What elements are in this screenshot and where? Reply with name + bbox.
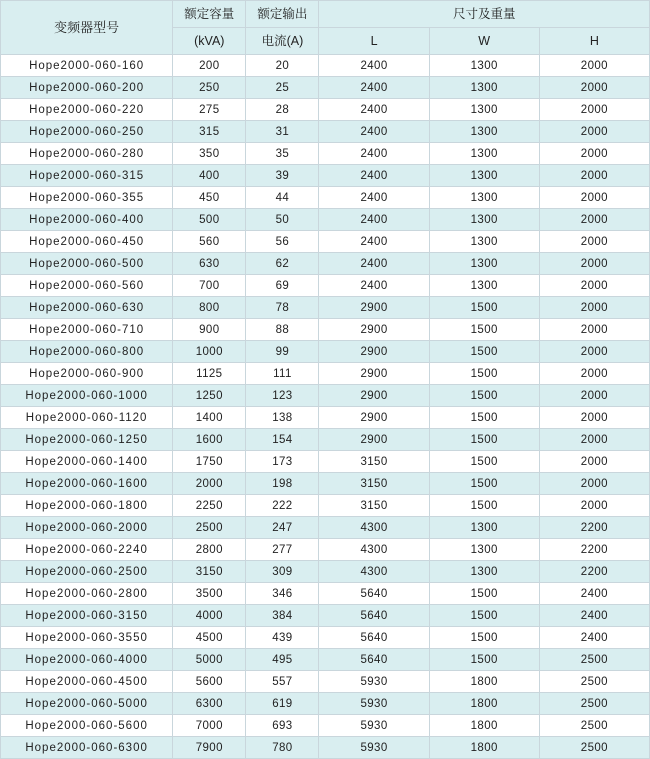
cell-dimension-l: 2400	[319, 55, 429, 77]
cell-model: Hope2000-060-3150	[1, 605, 173, 627]
cell-rated-capacity: 350	[173, 143, 246, 165]
table-row	[1, 121, 650, 143]
cell-dimension-l: 5930	[319, 737, 429, 759]
cell-dimension-h: 2000	[539, 55, 649, 77]
cell-model: Hope2000-060-220	[1, 99, 173, 121]
cell-dimension-w: 1500	[429, 627, 539, 649]
table-row	[1, 165, 650, 187]
cell-dimension-w: 1300	[429, 165, 539, 187]
table-row	[1, 627, 650, 649]
cell-rated-output-current: 222	[246, 495, 319, 517]
column-header-dim-w: W	[429, 28, 539, 55]
cell-dimension-w: 1500	[429, 363, 539, 385]
table-row	[1, 297, 650, 319]
cell-dimension-l: 4300	[319, 561, 429, 583]
cell-dimension-l: 3150	[319, 495, 429, 517]
cell-dimension-h: 2500	[539, 715, 649, 737]
cell-rated-output-current: 619	[246, 693, 319, 715]
cell-rated-capacity: 2000	[173, 473, 246, 495]
cell-dimension-w: 1300	[429, 253, 539, 275]
cell-rated-capacity: 5000	[173, 649, 246, 671]
cell-dimension-h: 2000	[539, 297, 649, 319]
cell-model: Hope2000-060-630	[1, 297, 173, 319]
table-row	[1, 55, 650, 77]
cell-dimension-h: 2000	[539, 77, 649, 99]
cell-rated-output-current: 495	[246, 649, 319, 671]
cell-model: Hope2000-060-315	[1, 165, 173, 187]
table-row	[1, 737, 650, 759]
table-row	[1, 99, 650, 121]
cell-dimension-w: 1300	[429, 143, 539, 165]
cell-rated-output-current: 28	[246, 99, 319, 121]
cell-dimension-l: 5640	[319, 605, 429, 627]
cell-rated-output-current: 439	[246, 627, 319, 649]
cell-dimension-w: 1300	[429, 55, 539, 77]
cell-dimension-h: 2000	[539, 209, 649, 231]
cell-dimension-h: 2000	[539, 341, 649, 363]
column-header-capacity-line2: (kVA)	[173, 28, 246, 55]
cell-rated-output-current: 62	[246, 253, 319, 275]
cell-dimension-h: 2200	[539, 517, 649, 539]
cell-dimension-w: 1300	[429, 539, 539, 561]
cell-model: Hope2000-060-5000	[1, 693, 173, 715]
cell-dimension-h: 2400	[539, 627, 649, 649]
column-header-dim-h: H	[539, 28, 649, 55]
cell-dimension-w: 1500	[429, 495, 539, 517]
cell-dimension-l: 2400	[319, 253, 429, 275]
cell-model: Hope2000-060-1120	[1, 407, 173, 429]
cell-dimension-h: 2000	[539, 121, 649, 143]
cell-dimension-w: 1800	[429, 737, 539, 759]
cell-model: Hope2000-060-450	[1, 231, 173, 253]
cell-rated-output-current: 39	[246, 165, 319, 187]
cell-model: Hope2000-060-355	[1, 187, 173, 209]
cell-dimension-l: 5930	[319, 693, 429, 715]
cell-dimension-l: 5930	[319, 671, 429, 693]
table-row	[1, 495, 650, 517]
cell-dimension-h: 2000	[539, 429, 649, 451]
cell-rated-capacity: 450	[173, 187, 246, 209]
cell-dimension-h: 2500	[539, 737, 649, 759]
cell-rated-capacity: 2250	[173, 495, 246, 517]
table-row	[1, 275, 650, 297]
table-row	[1, 649, 650, 671]
cell-dimension-w: 1500	[429, 605, 539, 627]
cell-rated-output-current: 154	[246, 429, 319, 451]
cell-rated-capacity: 4000	[173, 605, 246, 627]
table-row	[1, 187, 650, 209]
cell-dimension-h: 2000	[539, 473, 649, 495]
cell-dimension-h: 2000	[539, 319, 649, 341]
cell-rated-capacity: 1250	[173, 385, 246, 407]
cell-rated-capacity: 1000	[173, 341, 246, 363]
cell-dimension-h: 2000	[539, 143, 649, 165]
cell-dimension-w: 1500	[429, 473, 539, 495]
cell-dimension-l: 2900	[319, 297, 429, 319]
cell-rated-capacity: 275	[173, 99, 246, 121]
cell-model: Hope2000-060-800	[1, 341, 173, 363]
cell-dimension-l: 2400	[319, 187, 429, 209]
cell-rated-capacity: 315	[173, 121, 246, 143]
cell-dimension-h: 2000	[539, 495, 649, 517]
table-row	[1, 363, 650, 385]
cell-model: Hope2000-060-2500	[1, 561, 173, 583]
cell-rated-output-current: 56	[246, 231, 319, 253]
cell-model: Hope2000-060-2000	[1, 517, 173, 539]
cell-rated-output-current: 780	[246, 737, 319, 759]
cell-dimension-h: 2400	[539, 605, 649, 627]
cell-dimension-l: 2900	[319, 385, 429, 407]
cell-rated-capacity: 3150	[173, 561, 246, 583]
table-row	[1, 253, 650, 275]
cell-model: Hope2000-060-400	[1, 209, 173, 231]
cell-rated-output-current: 277	[246, 539, 319, 561]
table-row	[1, 385, 650, 407]
cell-dimension-h: 2000	[539, 363, 649, 385]
cell-dimension-h: 2500	[539, 693, 649, 715]
cell-dimension-w: 1300	[429, 99, 539, 121]
cell-rated-capacity: 7900	[173, 737, 246, 759]
cell-model: Hope2000-060-4500	[1, 671, 173, 693]
cell-rated-capacity: 5600	[173, 671, 246, 693]
cell-rated-output-current: 44	[246, 187, 319, 209]
cell-dimension-l: 3150	[319, 451, 429, 473]
cell-rated-output-current: 35	[246, 143, 319, 165]
cell-rated-output-current: 693	[246, 715, 319, 737]
column-header-dimensions-group: 尺寸及重量	[319, 1, 650, 28]
cell-dimension-l: 2400	[319, 121, 429, 143]
cell-dimension-w: 1500	[429, 341, 539, 363]
cell-dimension-w: 1300	[429, 561, 539, 583]
cell-model: Hope2000-060-1400	[1, 451, 173, 473]
cell-rated-output-current: 111	[246, 363, 319, 385]
cell-dimension-l: 5640	[319, 583, 429, 605]
cell-rated-output-current: 99	[246, 341, 319, 363]
cell-dimension-w: 1300	[429, 187, 539, 209]
cell-rated-output-current: 88	[246, 319, 319, 341]
table-row	[1, 539, 650, 561]
column-header-current-line1: 额定输出	[246, 1, 319, 28]
cell-rated-capacity: 900	[173, 319, 246, 341]
cell-model: Hope2000-060-280	[1, 143, 173, 165]
cell-model: Hope2000-060-3550	[1, 627, 173, 649]
cell-model: Hope2000-060-200	[1, 77, 173, 99]
table-row	[1, 319, 650, 341]
cell-rated-capacity: 400	[173, 165, 246, 187]
cell-dimension-h: 2000	[539, 231, 649, 253]
cell-model: Hope2000-060-160	[1, 55, 173, 77]
cell-rated-output-current: 173	[246, 451, 319, 473]
cell-dimension-w: 1300	[429, 209, 539, 231]
cell-model: Hope2000-060-900	[1, 363, 173, 385]
cell-model: Hope2000-060-1250	[1, 429, 173, 451]
table-row	[1, 561, 650, 583]
cell-dimension-l: 2900	[319, 363, 429, 385]
column-header-current-line2: 电流(A)	[246, 28, 319, 55]
cell-rated-output-current: 20	[246, 55, 319, 77]
cell-dimension-l: 2900	[319, 429, 429, 451]
cell-rated-capacity: 250	[173, 77, 246, 99]
table-row	[1, 517, 650, 539]
cell-dimension-h: 2200	[539, 539, 649, 561]
cell-rated-capacity: 6300	[173, 693, 246, 715]
cell-rated-output-current: 198	[246, 473, 319, 495]
table-row	[1, 429, 650, 451]
cell-dimension-w: 1500	[429, 407, 539, 429]
cell-dimension-h: 2000	[539, 253, 649, 275]
cell-rated-output-current: 557	[246, 671, 319, 693]
table-body	[1, 55, 650, 759]
cell-model: Hope2000-060-4000	[1, 649, 173, 671]
cell-dimension-h: 2000	[539, 407, 649, 429]
cell-model: Hope2000-060-560	[1, 275, 173, 297]
cell-model: Hope2000-060-2800	[1, 583, 173, 605]
cell-dimension-w: 1500	[429, 429, 539, 451]
cell-rated-capacity: 630	[173, 253, 246, 275]
cell-rated-capacity: 200	[173, 55, 246, 77]
table-row	[1, 209, 650, 231]
cell-dimension-w: 1500	[429, 451, 539, 473]
cell-dimension-h: 2000	[539, 187, 649, 209]
cell-dimension-w: 1500	[429, 649, 539, 671]
cell-dimension-l: 2400	[319, 99, 429, 121]
cell-rated-output-current: 50	[246, 209, 319, 231]
cell-rated-capacity: 3500	[173, 583, 246, 605]
cell-rated-output-current: 69	[246, 275, 319, 297]
cell-dimension-w: 1800	[429, 715, 539, 737]
cell-dimension-l: 4300	[319, 539, 429, 561]
cell-dimension-l: 2900	[319, 341, 429, 363]
cell-model: Hope2000-060-1000	[1, 385, 173, 407]
table-row	[1, 407, 650, 429]
cell-rated-output-current: 123	[246, 385, 319, 407]
cell-dimension-w: 1300	[429, 121, 539, 143]
cell-rated-capacity: 700	[173, 275, 246, 297]
table-row	[1, 605, 650, 627]
cell-dimension-w: 1500	[429, 319, 539, 341]
cell-dimension-l: 5930	[319, 715, 429, 737]
table-row	[1, 231, 650, 253]
cell-dimension-l: 2400	[319, 275, 429, 297]
cell-model: Hope2000-060-1600	[1, 473, 173, 495]
cell-dimension-w: 1800	[429, 693, 539, 715]
cell-model: Hope2000-060-6300	[1, 737, 173, 759]
cell-dimension-l: 2400	[319, 165, 429, 187]
cell-dimension-h: 2400	[539, 583, 649, 605]
table-row	[1, 583, 650, 605]
cell-dimension-l: 5640	[319, 649, 429, 671]
cell-model: Hope2000-060-710	[1, 319, 173, 341]
table-row	[1, 693, 650, 715]
cell-dimension-h: 2500	[539, 671, 649, 693]
cell-dimension-w: 1500	[429, 297, 539, 319]
cell-dimension-l: 5640	[319, 627, 429, 649]
cell-model: Hope2000-060-1800	[1, 495, 173, 517]
column-header-model: 变频器型号	[1, 1, 173, 55]
cell-dimension-l: 4300	[319, 517, 429, 539]
cell-dimension-l: 2900	[319, 319, 429, 341]
cell-rated-capacity: 2800	[173, 539, 246, 561]
cell-rated-output-current: 346	[246, 583, 319, 605]
cell-rated-capacity: 1125	[173, 363, 246, 385]
cell-dimension-l: 2400	[319, 209, 429, 231]
cell-dimension-h: 2200	[539, 561, 649, 583]
cell-dimension-l: 2400	[319, 231, 429, 253]
table-row	[1, 715, 650, 737]
cell-rated-output-current: 138	[246, 407, 319, 429]
column-header-dim-l: L	[319, 28, 429, 55]
cell-dimension-l: 2400	[319, 77, 429, 99]
cell-dimension-w: 1300	[429, 517, 539, 539]
cell-dimension-l: 3150	[319, 473, 429, 495]
cell-model: Hope2000-060-2240	[1, 539, 173, 561]
cell-rated-capacity: 800	[173, 297, 246, 319]
cell-dimension-h: 2000	[539, 385, 649, 407]
table-row	[1, 341, 650, 363]
cell-dimension-h: 2000	[539, 275, 649, 297]
cell-rated-output-current: 78	[246, 297, 319, 319]
cell-model: Hope2000-060-500	[1, 253, 173, 275]
cell-rated-capacity: 1400	[173, 407, 246, 429]
cell-model: Hope2000-060-5600	[1, 715, 173, 737]
cell-rated-capacity: 2500	[173, 517, 246, 539]
cell-dimension-w: 1800	[429, 671, 539, 693]
cell-dimension-w: 1300	[429, 77, 539, 99]
cell-dimension-w: 1500	[429, 583, 539, 605]
table-row	[1, 77, 650, 99]
table-row	[1, 451, 650, 473]
cell-rated-capacity: 1600	[173, 429, 246, 451]
table-row	[1, 143, 650, 165]
table-header-row-1	[1, 1, 650, 28]
cell-rated-output-current: 247	[246, 517, 319, 539]
cell-dimension-l: 2900	[319, 407, 429, 429]
cell-dimension-w: 1300	[429, 275, 539, 297]
cell-rated-output-current: 309	[246, 561, 319, 583]
cell-rated-output-current: 25	[246, 77, 319, 99]
cell-rated-capacity: 500	[173, 209, 246, 231]
cell-dimension-h: 2000	[539, 451, 649, 473]
cell-dimension-h: 2500	[539, 649, 649, 671]
cell-rated-capacity: 4500	[173, 627, 246, 649]
cell-rated-capacity: 1750	[173, 451, 246, 473]
table-header	[1, 1, 650, 55]
cell-dimension-l: 2400	[319, 143, 429, 165]
cell-rated-capacity: 560	[173, 231, 246, 253]
cell-dimension-w: 1500	[429, 385, 539, 407]
table-row	[1, 671, 650, 693]
cell-dimension-h: 2000	[539, 165, 649, 187]
table-row	[1, 473, 650, 495]
cell-dimension-w: 1300	[429, 231, 539, 253]
cell-rated-capacity: 7000	[173, 715, 246, 737]
cell-rated-output-current: 31	[246, 121, 319, 143]
column-header-capacity-line1: 额定容量	[173, 1, 246, 28]
cell-model: Hope2000-060-250	[1, 121, 173, 143]
cell-dimension-h: 2000	[539, 99, 649, 121]
cell-rated-output-current: 384	[246, 605, 319, 627]
